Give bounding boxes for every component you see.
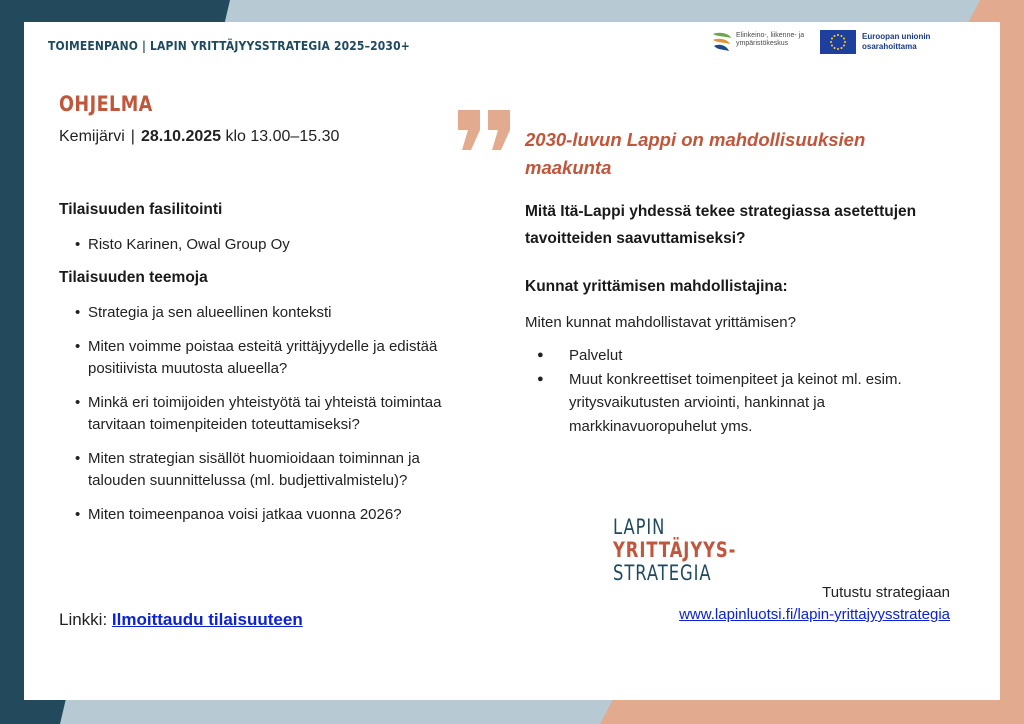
program-heading: OHJELMA bbox=[59, 92, 153, 116]
eu-logo-text-line1: Euroopan unionin bbox=[862, 32, 931, 41]
event-date-line bbox=[59, 128, 339, 146]
list-item: • Strategia ja sen alueellinen konteksti bbox=[59, 302, 479, 324]
event-time: klo 13.00–15.30 bbox=[225, 128, 340, 145]
event-date: 28.10.2025 bbox=[140, 128, 222, 145]
municipalities-heading: Kunnat yrittämisen mahdollistajina: bbox=[525, 278, 788, 295]
eu-logo-text bbox=[862, 32, 930, 52]
municipalities-prompt: Miten kunnat mahdollistavat yrittämisen? bbox=[525, 314, 796, 331]
list-item: • Miten toimeenpanoa voisi jatkaa vuonna 2026? bbox=[59, 504, 479, 526]
registration-link-line bbox=[59, 610, 303, 630]
facilitation-heading: Tilaisuuden fasilitointi bbox=[59, 201, 223, 218]
eu-logo-text-line2: osarahoittama bbox=[862, 42, 917, 51]
quote-title: 2030-luvun Lappi on mahdollisuuksien maakunta bbox=[525, 129, 866, 178]
ely-logo-icon bbox=[710, 30, 734, 54]
header-title: TOIMEENPANO | LAPIN YRITTÄJYYSSTRATEGIA 2025–2030+ bbox=[48, 38, 410, 53]
quote-icon bbox=[456, 108, 514, 152]
strategy-logo-line2: YRITTÄJYYS- bbox=[613, 538, 737, 562]
municipalities-list bbox=[525, 344, 925, 438]
themes-heading: Tilaisuuden teemoja bbox=[59, 269, 208, 286]
strategy-logo-line1: LAPIN bbox=[613, 515, 666, 539]
separator: | bbox=[130, 128, 135, 145]
ely-logo-text: Elinkeino-, liikenne- ja ympäristökeskus bbox=[736, 32, 805, 47]
strategy-logo bbox=[613, 516, 736, 585]
eu-flag-icon bbox=[820, 30, 856, 54]
strategy-url-link[interactable]: www.lapinluotsi.fi/lapin-yrittajyysstrategia bbox=[679, 606, 950, 623]
explore-strategy-text: Tutustu strategiaan bbox=[822, 584, 950, 601]
list-item: • Minkä eri toimijoiden yhteistyötä tai yhteistä toimintaa tarvitaan toimenpiteiden toteuttamiseksi? bbox=[59, 392, 479, 436]
list-item: • Risto Karinen, Owal Group Oy bbox=[59, 234, 479, 256]
strategy-logo-line3: STRATEGIA bbox=[613, 561, 712, 585]
themes-list bbox=[59, 302, 479, 526]
event-location: Kemijärvi bbox=[59, 128, 125, 145]
registration-link[interactable]: Ilmoittaudu tilaisuuteen bbox=[111, 610, 303, 629]
list-item: • Miten voimme poistaa esteitä yrittäjyydelle ja edistää positiivista muutosta alueella? bbox=[59, 336, 479, 380]
link-label: Linkki: bbox=[59, 610, 108, 629]
list-item: ● Muut konkreettiset toimenpiteet ja keinot ml. esim. yritysvaikutusten arviointi, hankinnat ja markkinavuoropuhelut yms. bbox=[525, 368, 925, 439]
facilitator-list bbox=[59, 234, 479, 256]
eu-funding-logo bbox=[820, 30, 955, 56]
main-question: Mitä Itä-Lappi yhdessä tekee strategiassa asetettujen tavoitteiden saavuttamiseksi? bbox=[525, 203, 917, 247]
ely-centre-logo bbox=[710, 30, 820, 56]
list-item: ● Palvelut bbox=[525, 344, 925, 368]
list-item: • Miten strategian sisällöt huomioidaan toiminnan ja talouden suunnittelussa (ml. budjettivalmistelu)? bbox=[59, 448, 479, 492]
